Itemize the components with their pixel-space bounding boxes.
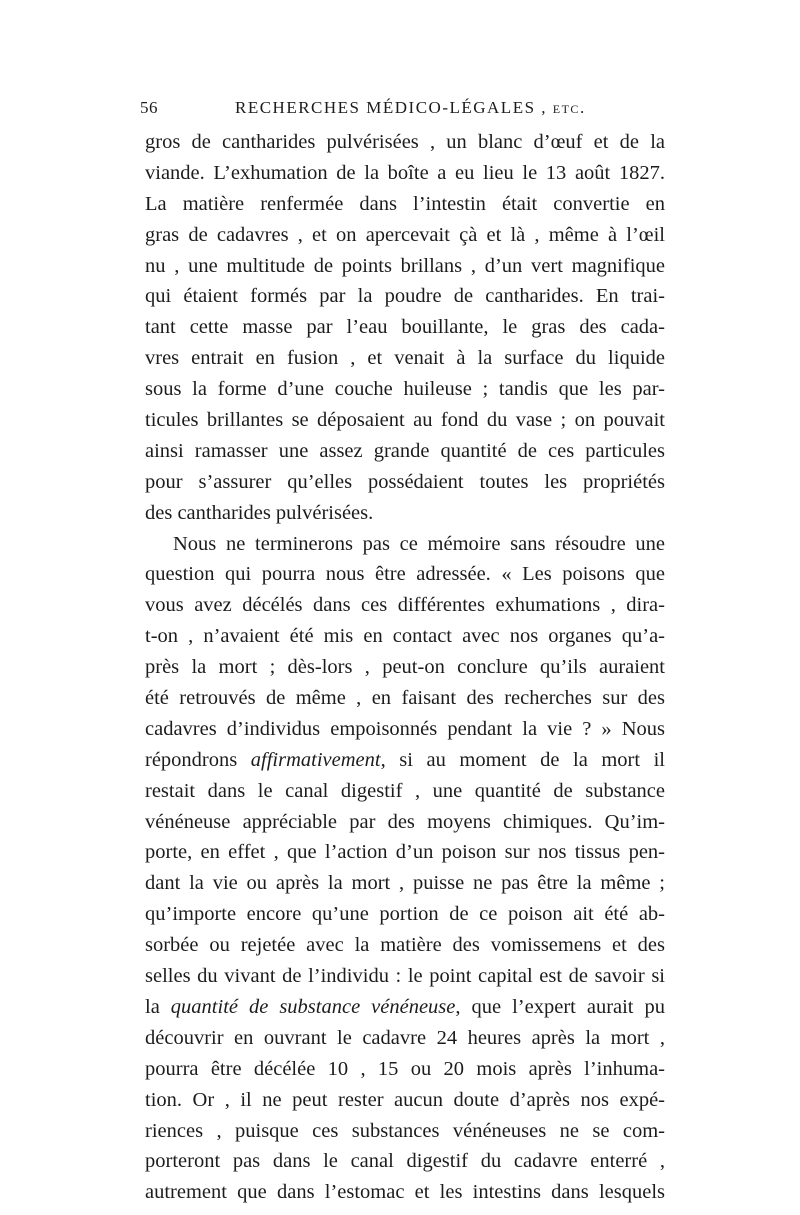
text-line: qu’importe encore qu’une portion de ce poison ait été ab- bbox=[145, 903, 665, 926]
text-line: été retrouvés de même , en faisant des recherches sur des bbox=[145, 687, 665, 710]
text-line: vres entrait en fusion , et venait à la surface du liquide bbox=[145, 347, 665, 370]
text-line: sous la forme d’une couche huileuse ; tandis que les par- bbox=[145, 378, 665, 401]
text-line: nu , une multitude de points brillans , d’un vert magnifique bbox=[145, 254, 665, 277]
text-line: sorbée ou rejetée avec la matière des vomissemens et des bbox=[145, 934, 665, 957]
text-line: cadavres d’individus empoisonnés pendant la vie ? » Nous bbox=[145, 717, 665, 740]
text-line: La matière renfermée dans l’intestin était convertie en bbox=[145, 192, 665, 215]
body-text bbox=[145, 127, 665, 1208]
text-line: porte, en effet , que l’action d’un poison sur nos tissus pen- bbox=[145, 841, 665, 864]
text-line: découvrir en ouvrant le cadavre 24 heures après la mort , bbox=[145, 1026, 665, 1049]
text-line: pourra être décélée 10 , 15 ou 20 mois après l’inhuma- bbox=[145, 1057, 665, 1080]
text-line: qui étaient formés par la poudre de cantharides. En trai- bbox=[145, 285, 665, 308]
italic-emphasis: quantité de substance vénéneuse bbox=[170, 995, 456, 1018]
text-line: riences , puisque ces substances vénéneuses ne se com- bbox=[145, 1119, 665, 1142]
text-line: gros de cantharides pulvérisées , un blanc d’œuf et de la bbox=[145, 131, 665, 153]
text-line: gras de cadavres , et on apercevait çà et là , même à l’œil bbox=[145, 223, 665, 246]
text-line: selles du vivant de l’individu : le point capital est de savoir si bbox=[145, 965, 665, 988]
paragraph-end-line: des cantharides pulvérisées. bbox=[145, 501, 374, 524]
text-line: autrement que dans l’estomac et les intestins dans lesquels bbox=[145, 1181, 665, 1204]
text-line: tion. Or , il ne peut rester aucun doute d’après nos expé- bbox=[145, 1088, 665, 1111]
page-number: 56 bbox=[140, 98, 158, 117]
text-line: près la mort ; dès-lors , peut-on conclure qu’ils auraient bbox=[145, 656, 665, 679]
text-line: t-on , n’avaient été mis en contact avec nos organes qu’a- bbox=[145, 625, 665, 648]
text-line: répondrons affirmativement, si au moment de la mort il bbox=[145, 748, 665, 771]
text-line: vénéneuse appréciable par des moyens chimiques. Qu’im- bbox=[145, 810, 665, 833]
text-line: vous avez décélés dans ces différentes exhumations , dira- bbox=[145, 594, 665, 617]
text-line: pour s’assurer qu’elles possédaient toutes les propriétés bbox=[145, 470, 665, 493]
text-line: tant cette masse par l’eau bouillante, le gras des cada- bbox=[145, 316, 665, 339]
text-line: porteront pas dans le canal digestif du cadavre enterré , bbox=[145, 1150, 665, 1173]
text-line: ticules brillantes se déposaient au fond du vase ; on pouvait bbox=[145, 409, 665, 432]
text-line: dant la vie ou après la mort , puisse ne pas être la même ; bbox=[145, 872, 665, 895]
text-line: viande. L’exhumation de la boîte a eu lieu le 13 août 1827. bbox=[145, 161, 665, 184]
paragraph-start-line: Nous ne terminerons pas ce mémoire sans résoudre une bbox=[173, 532, 665, 555]
italic-emphasis: affirmativement bbox=[250, 748, 381, 771]
text-line: ainsi ramasser une assez grande quantité de ces particules bbox=[145, 439, 665, 462]
running-head bbox=[140, 98, 670, 128]
text-line: la quantité de substance vénéneuse, que l’expert aurait pu bbox=[145, 995, 665, 1018]
text-line: question qui pourra nous être adressée. « Les poisons que bbox=[145, 563, 665, 586]
running-title: RECHERCHES MÉDICO-LÉGALES , etc. bbox=[235, 98, 586, 117]
text-line: restait dans le canal digestif , une quantité de substance bbox=[145, 779, 665, 802]
